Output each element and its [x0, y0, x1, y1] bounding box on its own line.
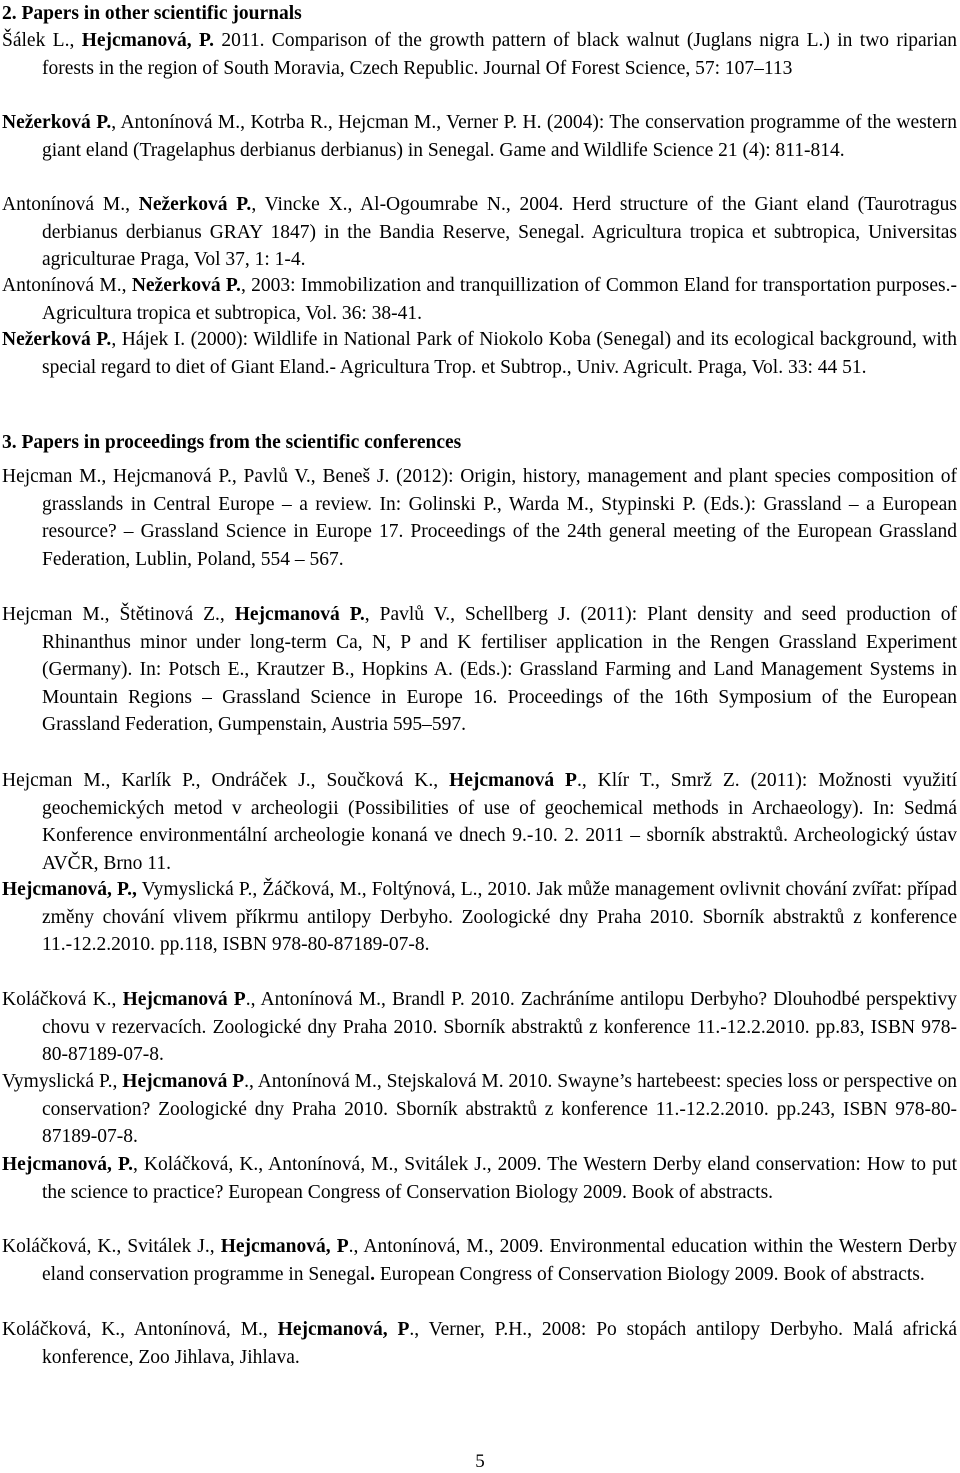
- reference-text: Koláčková, K., Antonínová, M.,: [2, 1319, 278, 1340]
- reference-text: ., Klír T., Smrž Z. (2011): Možnosti využití geochemických metod v archeologii (Possibilities of use of geochemical methods in Archaeology). In: Sedmá Konference environmentální archeologie konaná ve dnech 9.-10. 2. 2011 – sborník abstraktů. Archeologický ústav AVČR, Brno 11.: [42, 770, 957, 874]
- reference-entry: [2, 272, 957, 327]
- reference-text: , Hájek I. (2000): Wildlife in National Park of Niokolo Koba (Senegal) and its ecological background, with special regard to diet of Giant Eland.- Agricultura Trop. et Subtrop., Univ. Agricult. Praga, Vol. 33: 44 51.: [42, 329, 957, 378]
- highlighted-author: Hejcmanová P: [122, 1071, 245, 1092]
- reference-text: ., Antonínová M., Brandl P. 2010. Zachráníme antilopu Derbyho? Dlouhodbé perspektivy chovu v rezervacích. Zoologické dny Praha 2010. Sborník abstraktů z konference 11.-12.2.2010. pp.83, ISBN 978-80-87189-07-8.: [42, 989, 957, 1065]
- page-number: 5: [475, 1451, 485, 1472]
- reference-entry: [2, 109, 957, 164]
- reference-entry: [2, 1151, 957, 1206]
- reference-entry: [2, 191, 957, 274]
- reference-entry: [2, 1316, 957, 1371]
- reference-entry: [2, 767, 957, 877]
- reference-text: , 2003: Immobilization and tranquillization of Common Eland for transportation purposes.- Agricultura tropica et subtropica, Vol. 36: 38-41.: [42, 275, 958, 324]
- reference-text: Koláčková K.,: [2, 989, 123, 1010]
- reference-text: ., Antonínová M., Stejskalová M. 2010. Swayne’s hartebeest: species loss or perspective on conservation? Zoologické dny Praha 2010. Sborník abstraktů z konference 11.-12.2.2010. pp.243, ISBN 978-80-87189-07-8.: [42, 1071, 957, 1147]
- reference-text: Antonínová M.,: [2, 275, 132, 296]
- reference-text: ., Antonínová, M., 2009. Environmental education within the Western Derby eland conservation programme in Senegal: [42, 1236, 957, 1285]
- reference-text: ., Verner, P.H., 2008: Po stopách antilopy Derbyho. Malá africká konference, Zoo Jihlava, Jihlava.: [42, 1319, 957, 1368]
- reference-text: 2011. Comparison of the growth pattern of black walnut (Juglans nigra L.) in two riparian forests in the region of South Moravia, Czech Republic. Journal Of Forest Science, 57: 107–113: [42, 30, 958, 79]
- reference-text: Antonínová M.,: [2, 194, 139, 215]
- highlighted-author: Nežerková P.: [2, 329, 112, 350]
- highlighted-author: .: [370, 1263, 376, 1285]
- reference-entry: [2, 601, 957, 739]
- reference-text: Koláčková, K., Svitálek J.,: [2, 1236, 221, 1257]
- reference-text: Hejcman M., Karlík P., Ondráček J., Součková K.,: [2, 770, 450, 791]
- reference-text: Hejcman M., Štětinová Z.,: [2, 604, 235, 625]
- highlighted-author: Hejcmanová P: [449, 770, 577, 791]
- highlighted-author: Hejcmanová, P.: [81, 30, 214, 51]
- reference-entry: [2, 876, 957, 959]
- reference-entry: [2, 1233, 957, 1288]
- highlighted-author: Nežerková P.: [2, 112, 112, 133]
- highlighted-author: Hejcmanová, P: [220, 1236, 349, 1257]
- reference-entry: [2, 326, 957, 381]
- reference-text: Vymyslická P., Žáčková, M., Foltýnová, L., 2010. Jak může management ovlivnit chování zvířat: případ změny chování vlivem příkrmu antilopy Derbyho. Zoologické dny Praha 2010. Sborník abstraktů z konference 11.-12.2.2010. pp.118, ISBN 978-80-87189-07-8.: [42, 879, 958, 955]
- highlighted-author: Hejcmanová, P.: [2, 1154, 133, 1175]
- highlighted-author: Hejcmanová, P.,: [2, 879, 137, 900]
- reference-text: , Pavlů V., Schellberg J. (2011): Plant density and seed production of Rhinanthus minor under long-term Ca, N, P and K fertiliser application in the Rengen Grassland Experiment (Germany). In: Potsch E., Krautzer B., Hopkins A. (Eds.): Grassland Farming and Land Management Systems in Mountain Regions – Grassland Science in Europe 16. Proceedings of the 16th Symposium of the European Grassland Federation, Gumpenstain, Austria 595–597.: [42, 604, 957, 735]
- highlighted-author: Hejcmanová P: [122, 989, 246, 1010]
- reference-entry: [2, 463, 957, 573]
- highlighted-author: Nežerková P.: [131, 275, 241, 296]
- section-heading-journals: 2. Papers in other scientific journals: [2, 3, 302, 24]
- reference-entry: [2, 986, 957, 1069]
- highlighted-author: Hejcmanová, P: [277, 1319, 410, 1340]
- highlighted-author: Nežerková P.: [138, 194, 252, 215]
- reference-text: , Vincke X., Al-Ogoumrabe N., 2004. Herd structure of the Giant eland (Taurotragus derbianus derbianus GRAY 1847) in the Bandia Reserve, Senegal. Agricultura tropica et subtropica, Universitas agriculturae Praga, Vol 37, 1: 1-4.: [42, 194, 958, 270]
- section-heading-proceedings: 3. Papers in proceedings from the scientific conferences: [2, 432, 462, 453]
- reference-text: Hejcman M., Hejcmanová P., Pavlů V., Beneš J. (2012): Origin, history, management and plant species composition of grasslands in Central Europe – a review. In: Golinski P., Warda M., Stypinski P. (Eds.): Grassland – a European resource? – Grassland Science in Europe 17. Proceedings of the 24th general meeting of the European Grassland Federation, Lublin, Poland, 554 – 567.: [2, 466, 957, 570]
- reference-entry: [2, 1068, 957, 1151]
- reference-text: , Koláčková, K., Antonínová, M., Svitálek J., 2009. The Western Derby eland conservation: How to put the science to practice? European Congress of Conservation Biology 2009. Book of abstracts.: [42, 1154, 958, 1203]
- reference-entry: [2, 27, 957, 82]
- reference-text: , Antonínová M., Kotrba R., Hejcman M., Verner P. H. (2004): The conservation programme of the western giant eland (Tragelaphus derbianus derbianus) in Senegal. Game and Wildlife Science 21 (4): 811-814.: [42, 112, 958, 161]
- highlighted-author: Hejcmanová P.: [234, 604, 365, 625]
- reference-text: European Congress of Conservation Biology 2009. Book of abstracts.: [375, 1263, 925, 1285]
- reference-text: Vymyslická P.,: [2, 1071, 123, 1092]
- reference-text: Šálek L.,: [2, 30, 82, 51]
